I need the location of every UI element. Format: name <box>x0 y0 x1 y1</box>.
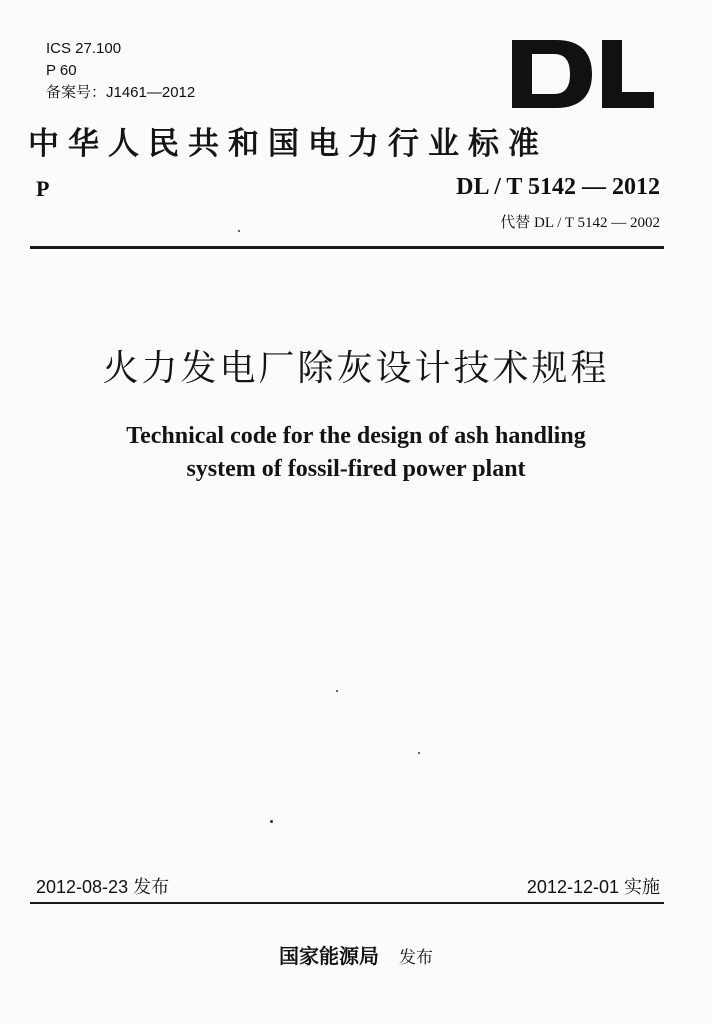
scan-speck <box>270 820 273 823</box>
issue-date: 2012-08-23 发布 <box>36 877 170 897</box>
issuing-body-title: 中华人民共和国电力行业标准 <box>28 126 548 162</box>
title-english-line-2: system of fossil-fired power plant <box>186 456 526 482</box>
class-code: P 60 <box>46 62 77 79</box>
scan-speck <box>238 230 240 232</box>
publisher-action: 发布 <box>399 948 433 968</box>
filing-number: 备案号：J1461—2012 <box>46 84 196 101</box>
scan-speck <box>336 690 338 692</box>
dl-logo-letter-d <box>512 40 592 108</box>
publisher-org: 国家能源局 <box>279 944 379 968</box>
title-english <box>0 420 712 486</box>
dl-logo-letter-l <box>602 40 654 108</box>
top-divider <box>30 246 664 249</box>
scan-speck <box>418 752 420 754</box>
replaces-standard: 代替 DL / T 5142 — 2002 <box>500 215 660 231</box>
title-chinese: 火力发电厂除灰设计技术规程 <box>102 348 610 389</box>
effective-date: 2012-12-01 实施 <box>526 877 660 897</box>
title-english-line-1: Technical code for the design of ash handling <box>126 423 586 449</box>
category-letter: P <box>36 176 50 201</box>
standard-number: DL / T 5142 — 2012 <box>456 174 660 200</box>
classification-block <box>46 38 195 104</box>
dl-logo <box>512 40 654 108</box>
publisher-line <box>0 940 712 969</box>
ics-code: ICS 27.100 <box>46 40 122 57</box>
bottom-divider <box>30 902 664 904</box>
